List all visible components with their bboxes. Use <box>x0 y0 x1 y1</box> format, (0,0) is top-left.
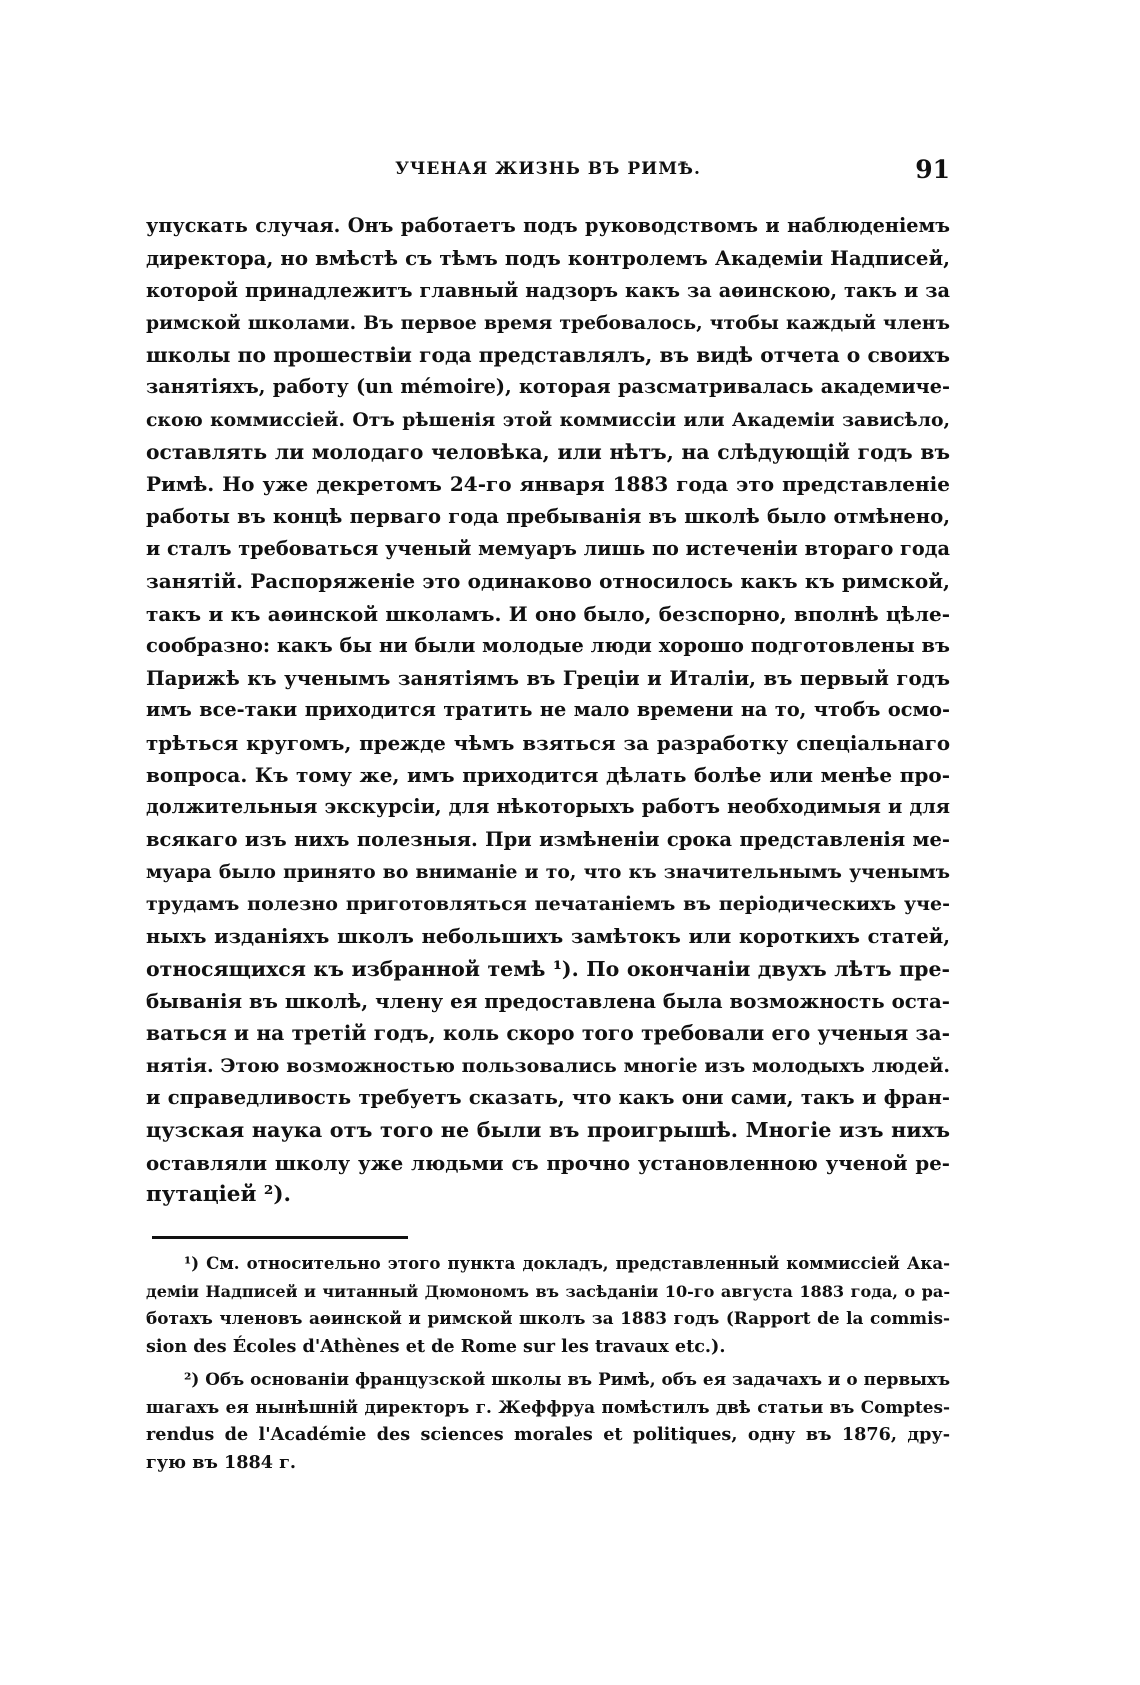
footnote-1 <box>146 1250 950 1360</box>
running-title: УЧЕНАЯ ЖИЗНЬ ВЪ РИМѢ. <box>395 159 701 179</box>
text-line: трудамъ полезно приготовляться печатаніемъ въ періодическихъ уче- <box>146 893 950 916</box>
text-line: Римѣ. Но уже декретомъ 24-го января 1883 года это представленіе <box>146 472 950 497</box>
footnote-line: шагахъ ея нынѣшній директоръ г. Жеффруа помѣстилъ двѣ статьи въ Comptes- <box>146 1396 950 1417</box>
text-line: ныхъ изданіяхъ школъ небольшихъ замѣтокъ или короткихъ статей, <box>146 924 950 948</box>
footnotes <box>146 1250 950 1476</box>
footnote-line: ¹) См. относительно этого пункта докладъ, представленный коммиссіей Ака- <box>184 1253 950 1273</box>
text-line: путаціей ²). <box>146 1181 291 1207</box>
text-line: упускать случая. Онъ работаетъ подъ руководствомъ и наблюденіемъ <box>146 214 950 237</box>
footnote-2 <box>146 1366 950 1476</box>
text-line: нятія. Этою возможностью пользовались многіе изъ молодыхъ людей. <box>146 1054 950 1077</box>
page-number: 91 <box>915 155 950 184</box>
footnote-line: sion des Écoles d'Athènes et de Rome sur les travaux etc.). <box>146 1335 726 1357</box>
footnote-line: деміи Надписей и читанный Дюмономъ въ засѣданіи 10-го августа 1883 года, о ра- <box>146 1281 950 1301</box>
text-line: цузская наука отъ того не были въ проигрышѣ. Многіе изъ нихъ <box>146 1118 950 1143</box>
text-line: скою коммиссіей. Отъ рѣшенія этой коммиссіи или Академіи зависѣло, <box>146 408 950 431</box>
text-line: работы въ концѣ перваго года пребыванія въ школѣ было отмѣнено, <box>146 504 950 528</box>
text-line: всякаго изъ нихъ полезныя. При измѣненіи срока представленія ме- <box>146 827 950 851</box>
text-line: оставлять ли молодаго человѣка, или нѣтъ, на слѣдующій годъ въ <box>146 440 950 465</box>
footnote-rule <box>152 1236 408 1239</box>
text-line: трѣться кругомъ, прежде чѣмъ взяться за разработку спеціальнаго <box>146 730 950 755</box>
text-line: быванія въ школѣ, члену ея предоставлена была возможность оста- <box>146 989 950 1014</box>
text-line: имъ все-таки приходится тратить не мало времени на то, чтобъ осмо- <box>146 698 950 722</box>
footnote-line: ²) Объ основаніи французской школы въ Римѣ, объ ея задачахъ и о первыхъ <box>184 1369 950 1389</box>
text-line: ваться и на третій годъ, коль скоро того требовали его ученыя за- <box>146 1021 950 1046</box>
text-line: муара было принято во вниманіе и то, что къ значительнымъ ученымъ <box>146 860 950 883</box>
footnote-line: rendus de l'Académie des sciences morales et politiques, одну въ 1876, дру- <box>146 1424 950 1445</box>
text-line: должительныя экскурсіи, для нѣкоторыхъ работъ необходимыя и для <box>146 795 950 819</box>
text-line: занятіяхъ, работу (un mémoire), которая разсматривалась академиче- <box>146 375 950 399</box>
main-text <box>146 210 950 1211</box>
text-line: занятій. Распоряженіе это одинаково относилось какъ къ римской, <box>146 569 950 594</box>
text-line: и справедливость требуетъ сказать, что какъ они сами, такъ и фран- <box>146 1086 950 1110</box>
text-line: школы по прошествіи года представлялъ, въ видѣ отчета о своихъ <box>146 343 950 368</box>
text-line: такъ и къ аѳинской школамъ. И оно было, безспорно, вполнѣ цѣле- <box>146 601 950 626</box>
text-line: оставляли школу уже людьми съ прочно установленною ученой ре- <box>146 1150 950 1175</box>
text-line: Парижѣ къ ученымъ занятіямъ въ Греціи и Италіи, въ первый годъ <box>146 666 950 691</box>
footnote-line: ботахъ членовъ аѳинской и римской школъ за 1883 годъ (Rapport de la commis- <box>146 1308 950 1328</box>
text-line: и сталъ требоваться ученый мемуаръ лишь по истеченіи втораго года <box>146 536 950 560</box>
text-line: римской школами. Въ первое время требовалось, чтобы каждый членъ <box>146 311 950 334</box>
footnote-line: гую въ 1884 г. <box>146 1451 297 1473</box>
text-line: которой принадлежитъ главный надзоръ какъ за аѳинскою, такъ и за <box>146 278 950 302</box>
text-line: сообразно: какъ бы ни были молодые люди хорошо подготовлены въ <box>146 633 950 657</box>
text-line: относящихся къ избранной темѣ ¹). По окончаніи двухъ лѣтъ пре- <box>146 956 950 981</box>
text-line: вопроса. Къ тому же, имъ приходится дѣлать болѣе или менѣе про- <box>146 763 950 788</box>
text-line: директора, но вмѣстѣ съ тѣмъ подъ контролемъ Академіи Надписей, <box>146 246 950 271</box>
running-head <box>146 155 950 191</box>
